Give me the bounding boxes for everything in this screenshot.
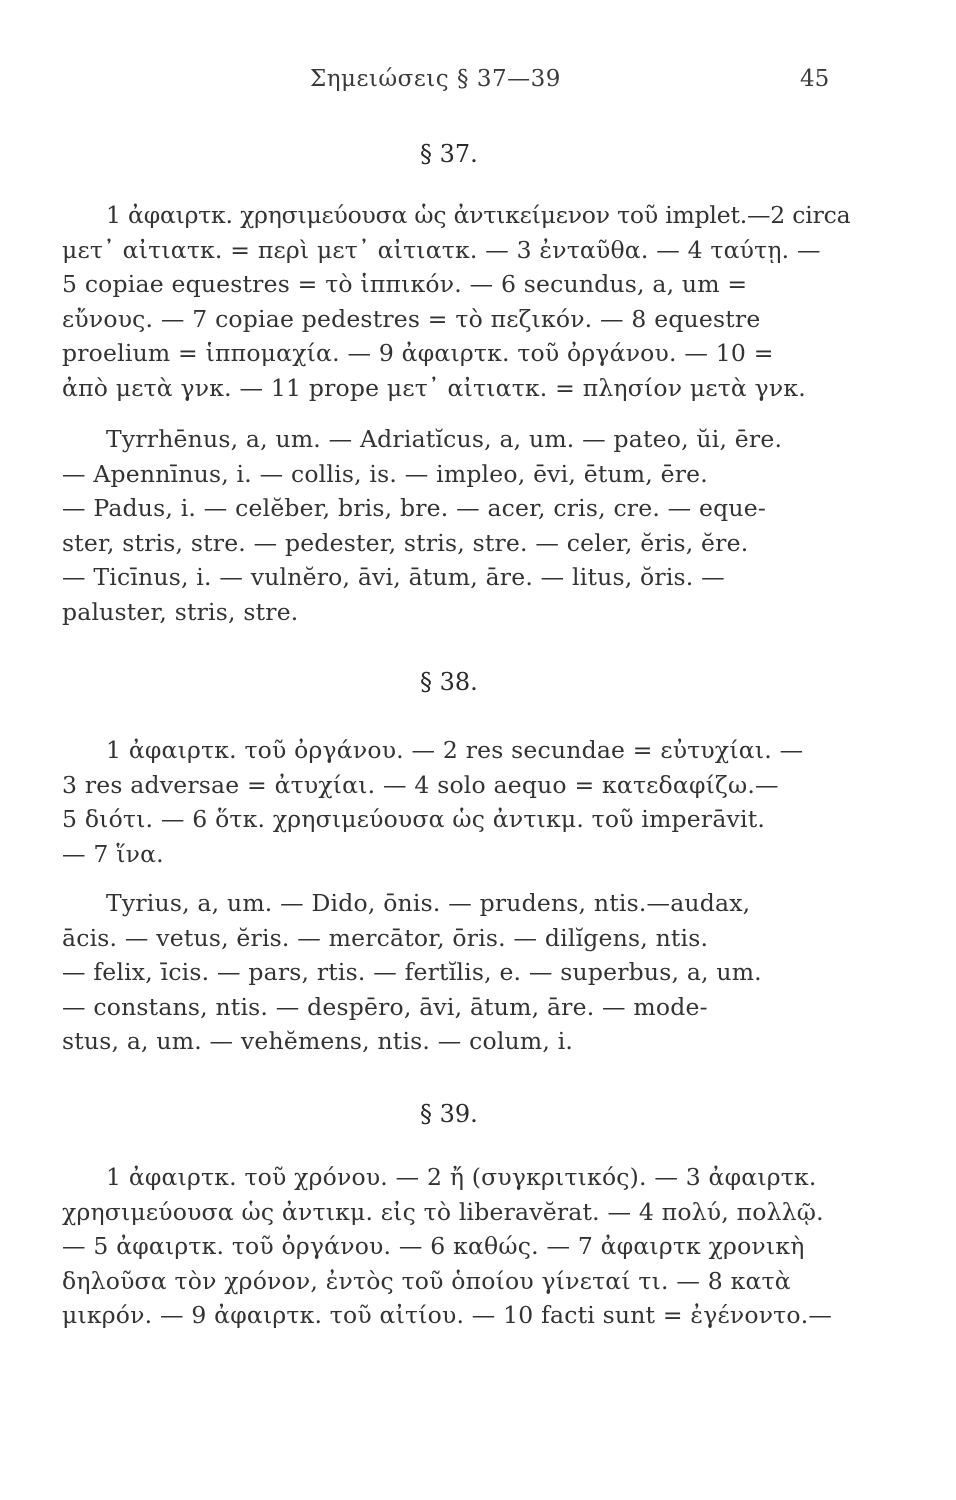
text-line: paluster, stris, stre. xyxy=(62,597,299,626)
text-line: — Padus, i. — celĕber, bris, bre. — acer, cris, cre. — eque- xyxy=(62,494,766,522)
text-line: stus, a, um. — vehĕmens, ntis. — colum, i. xyxy=(62,1027,574,1055)
text-line: χρησιμεύουσα ὡς ἀντικμ. εἰς τὸ liberavĕrat. — 4 πολύ, πολλῷ. xyxy=(62,1197,824,1226)
text-line: 5 copiae equestres = τὸ ἱππικόν. — 6 secundus, a, um = xyxy=(62,270,748,298)
text-line: ster, stris, stre. — pedester, stris, stre. — celer, ĕris, ĕre. xyxy=(62,528,749,557)
vocabulary-paragraph-38 xyxy=(62,886,852,1059)
text-line: 1 ἀφαιρτκ. τοῦ ὀργάνου. — 2 res secundae = εὐτυχίαι. — xyxy=(106,736,804,764)
text-line: 1 ἀφαιρτκ. τοῦ χρόνου. — 2 ἤ (συγκριτικός). — 3 ἀφαιρτκ. xyxy=(106,1163,817,1191)
section-heading-38: § 38. xyxy=(420,668,478,696)
text-line: Tyrius, a, um. — Dido, ōnis. — prudens, ntis.—audax, xyxy=(106,889,751,917)
text-line: 5 διότι. — 6 ὅτκ. χρησιμεύουσα ὡς ἀντικμ. τοῦ imperāvit. xyxy=(62,805,766,833)
vocabulary-paragraph-37 xyxy=(62,422,852,629)
notes-paragraph-38 xyxy=(62,733,852,871)
section-heading-39: § 39. xyxy=(420,1100,478,1128)
text-line: Tyrrhēnus, a, um. — Adriatĭcus, a, um. — pateo, ŭi, ēre. xyxy=(106,425,783,453)
text-line: — 7 ἵνα. xyxy=(62,839,164,868)
section-heading-37: § 37. xyxy=(420,140,478,168)
text-line: — felix, īcis. — pars, rtis. — fertĭlis, e. — superbus, a, um. xyxy=(62,958,762,986)
text-line: ἀπὸ μετὰ γνκ. — 11 prope μετ᾽ αἰτιατκ. = πλησίον μετὰ γνκ. xyxy=(62,373,806,402)
text-line: 3 res adversae = ἀτυχίαι. — 4 solo aequo = κατεδαφίζω.— xyxy=(62,770,779,799)
text-line: — 5 ἀφαιρτκ. τοῦ ὀργάνου. — 6 καθώς. — 7 ἀφαιρτκ χρονικὴ xyxy=(62,1232,805,1260)
notes-paragraph-39 xyxy=(62,1160,852,1333)
running-head: Σημειώσεις § 37—39 xyxy=(310,66,561,92)
page-number: 45 xyxy=(800,66,830,92)
text-line: — Apennīnus, i. — collis, is. — impleo, ēvi, ētum, ēre. xyxy=(62,459,708,488)
text-line: μετ᾽ αἰτιατκ. = περὶ μετ᾽ αἰτιατκ. — 3 ἐνταῦθα. — 4 ταύτῃ. — xyxy=(62,235,821,264)
notes-paragraph-37 xyxy=(62,198,852,405)
text-line: proelium = ἱππομαχία. — 9 ἀφαιρτκ. τοῦ ὀργάνου. — 10 = xyxy=(62,339,774,367)
text-line: εὔνους. — 7 copiae pedestres = τὸ πεζικόν. — 8 equestre xyxy=(62,304,761,333)
text-line: δηλοῦσα τὸν χρόνον, ἐντὸς τοῦ ὁποίου γίνεταί τι. — 8 κατὰ xyxy=(62,1266,791,1295)
text-line: — Ticīnus, i. — vulnĕro, āvi, ātum, āre. — litus, ŏris. — xyxy=(62,563,725,591)
text-line: ācis. — vetus, ĕris. — mercātor, ōris. — dilĭgens, ntis. xyxy=(62,923,709,952)
text-line: μικρόν. — 9 ἀφαιρτκ. τοῦ αἰτίου. — 10 facti sunt = ἐγένοντο.— xyxy=(62,1301,833,1329)
text-line: 1 ἀφαιρτκ. χρησιμεύουσα ὡς ἀντικείμενον τοῦ implet.—2 circa xyxy=(106,201,851,229)
text-line: — constans, ntis. — despēro, āvi, ātum, āre. — mode- xyxy=(62,992,708,1021)
